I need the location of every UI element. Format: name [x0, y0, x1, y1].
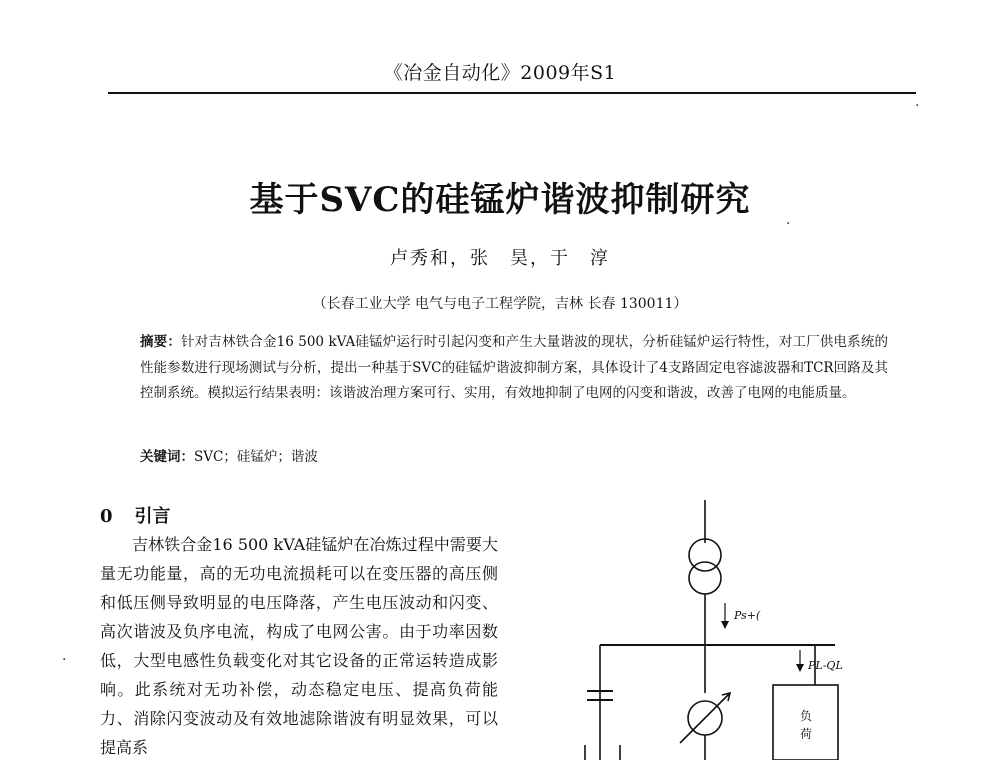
source-flow-arrowhead — [721, 621, 729, 629]
paper-affiliation: （长春工业大学 电气与电子工程学院，吉林 长春 130011） — [312, 296, 688, 312]
section-body: 吉林铁合金16 500 kVA硅锰炉在冶炼过程中需要大量无功能量，高的无功电流损耗可以在变压器的高压侧和低压侧导致明显的电压降落，产生电压波动和闪变、高次谐波及负序电流，构成了电网公害。由于功率因数低，大型电感性负载变化对其它设备的正常运转造成影响。此系统对无功补偿，动态稳定电压、提高负荷能力、消除闪变波动及有效地滤除谐波有明显效果，可以提高系 — [100, 535, 498, 757]
load-label-line1: 负 — [800, 709, 813, 723]
scan-speck: · — [915, 98, 920, 114]
section-title: 引言 — [134, 506, 171, 527]
keywords — [140, 445, 318, 465]
abstract — [140, 330, 888, 407]
circuit-diagram — [560, 495, 880, 760]
header-rule — [108, 92, 916, 94]
abstract-text: 针对吉林铁合金16 500 kVA硅锰炉运行时引起闪变和产生大量谐波的现状，分析硅锰炉运行特性，对工厂供电系统的性能参数进行现场测试与分析，提出一种基于SVC的硅锰炉谐波抑制方案，具体设计了4支路固定电容滤波器和TCR回路及其控制系统。模拟运行结果表明：该谐波治理方案可行、实用，有效地抑制了电网的闪变和谐波，改善了电网的电能质量。 — [140, 334, 888, 401]
paper-authors: 卢秀和，张 昊，于 淳 — [390, 248, 610, 269]
load-flow-label: PL-QL — [808, 659, 843, 672]
abstract-label: 摘要： — [140, 334, 181, 350]
journal-header: 《冶金自动化》2009年S1 — [383, 62, 617, 84]
scan-speck: · — [786, 216, 791, 232]
keywords-text: SVC；硅锰炉；谐波 — [194, 449, 318, 465]
source-flow-label: Ps+( — [734, 609, 761, 622]
keywords-label: 关键词： — [140, 449, 194, 465]
load-flow-arrowhead — [796, 664, 804, 672]
load-label-line2: 荷 — [800, 727, 813, 741]
transformer-secondary-coil — [689, 562, 721, 594]
paper-title: 基于SVC的硅锰炉谐波抑制研究 — [249, 180, 751, 220]
scan-speck: · — [62, 652, 67, 668]
section-number: 0 — [100, 506, 113, 527]
section-heading — [100, 502, 193, 528]
